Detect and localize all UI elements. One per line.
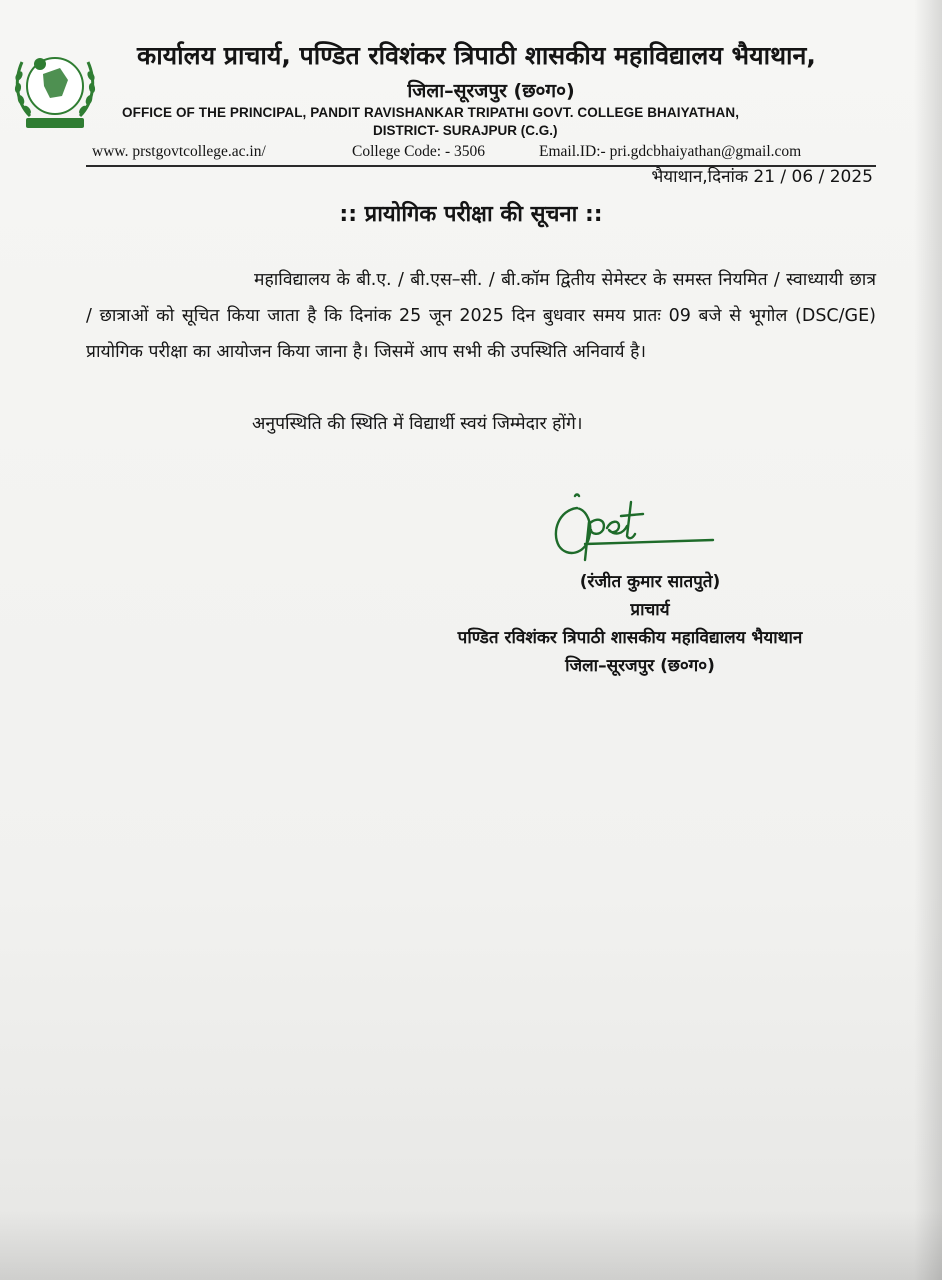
website-link[interactable]: www. prstgovtcollege.ac.in/ <box>92 143 266 160</box>
header-district-english: DISTRICT- SURAJPUR (C.G.) <box>373 123 558 138</box>
scan-shadow-bottom <box>0 1210 942 1280</box>
signatory-block <box>420 568 840 680</box>
email-address[interactable]: Email.ID:- pri.gdcbhaiyathan@gmail.com <box>539 143 802 160</box>
header-title-english: OFFICE OF THE PRINCIPAL, PANDIT RAVISHANKAR TRIPATHI GOVT. COLLEGE BHAIYATHAN, <box>122 105 740 120</box>
signatory-name: (रंजीत कुमार सातपुते) <box>579 572 721 592</box>
handwritten-signature <box>545 480 715 565</box>
college-code: College Code: - 3506 <box>352 143 486 160</box>
notice-paragraph-2: अनुपस्थिति की स्थिति में विद्यार्थी स्वयं जिम्मेदार होंगे। <box>252 414 583 434</box>
notice-paragraph-1: महाविद्यालय के बी.ए. / बी.एस–सी. / बी.कॉम द्वितीय सेमेस्टर के समस्त नियमित / स्वाध्यायी छात्र / छात्राओं को सूचित किया जाता है कि दिनांक 25 जून 2025 दिन बुधवार समय प्रातः 09 बजे से भूगोल (DSC/GE) प्रायोगिक परीक्षा का आयोजन किया जाना है। जिसमें आप सभी की उपस्थिति अनिवार्य है। <box>86 270 876 362</box>
header-district-hindi: जिला–सूरजपुर (छ०ग०) <box>407 80 575 102</box>
notice-title: :: प्रायोगिक परीक्षा की सूचना :: <box>339 202 603 227</box>
header-title-hindi: कार्यालय प्राचार्य, पण्डित रविशंकर त्रिपाठी शासकीय महाविद्यालय भैयाथान, <box>137 41 816 70</box>
signatory-district: जिला–सूरजपुर (छ०ग०) <box>565 656 715 676</box>
scan-shadow-right <box>914 0 942 1280</box>
signatory-college: पण्डित रविशंकर त्रिपाठी शासकीय महाविद्यालय भैयाथान <box>457 628 803 648</box>
signatory-designation: प्राचार्य <box>630 600 670 620</box>
issue-date: भैयाथान,दिनांक 21 / 06 / 2025 <box>651 167 873 187</box>
